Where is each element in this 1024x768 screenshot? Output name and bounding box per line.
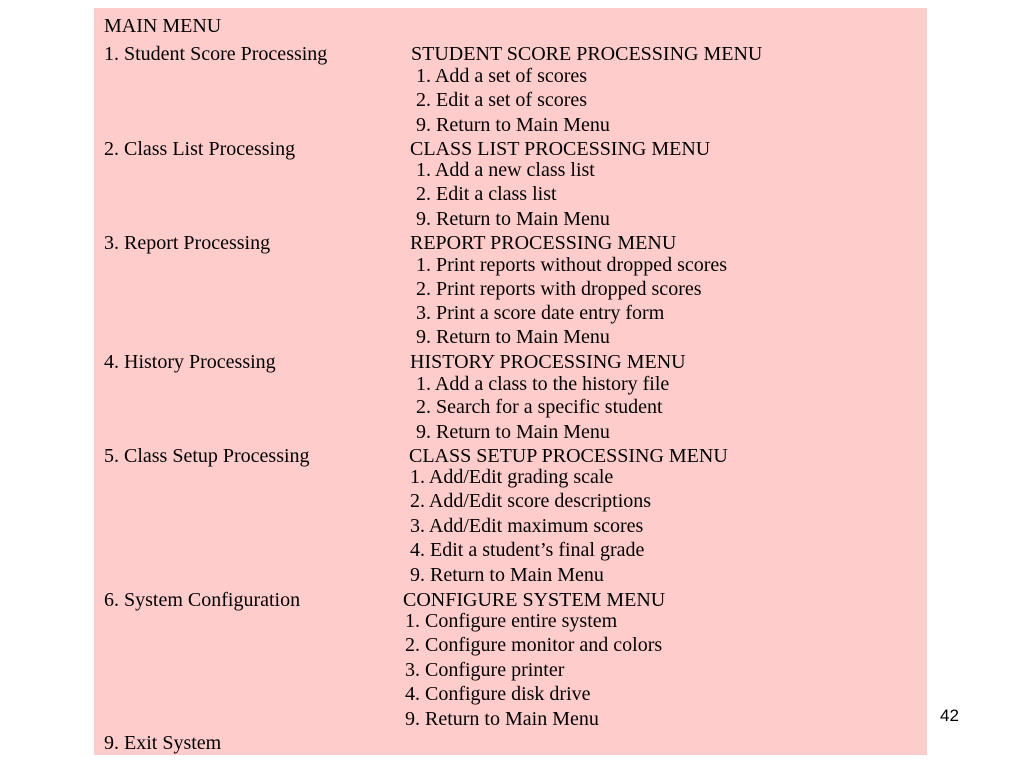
submenu-class-setup-option: 1. Add/Edit grading scale xyxy=(410,466,614,488)
page-number: 42 xyxy=(940,706,959,725)
submenu-student-score-title: STUDENT SCORE PROCESSING MENU xyxy=(411,43,763,65)
submenu-class-list-title: CLASS LIST PROCESSING MENU xyxy=(410,138,711,160)
submenu-class-setup-option: 2. Add/Edit score descriptions xyxy=(410,490,652,512)
main-menu-item-6: 6. System Configuration xyxy=(104,589,301,611)
submenu-configure-system-option: 1. Configure entire system xyxy=(405,610,618,632)
submenu-class-list-option: 1. Add a new class list xyxy=(416,159,595,181)
submenu-configure-system-option: 4. Configure disk drive xyxy=(405,683,591,705)
submenu-configure-system-option: 9. Return to Main Menu xyxy=(405,708,599,730)
submenu-class-setup-option: 9. Return to Main Menu xyxy=(410,564,604,586)
submenu-class-list-option: 9. Return to Main Menu xyxy=(416,208,610,230)
main-menu-item-5: 5. Class Setup Processing xyxy=(104,445,310,467)
submenu-configure-system-option: 3. Configure printer xyxy=(405,659,565,681)
submenu-history-title: HISTORY PROCESSING MENU xyxy=(410,351,686,373)
main-menu-item-2: 2. Class List Processing xyxy=(104,138,296,160)
submenu-report-option: 2. Print reports with dropped scores xyxy=(416,278,702,300)
submenu-history-option: 1. Add a class to the history file xyxy=(416,373,670,395)
main-menu-item-1: 1. Student Score Processing xyxy=(104,43,328,65)
submenu-class-setup-option: 3. Add/Edit maximum scores xyxy=(410,515,644,537)
submenu-student-score-option: 1. Add a set of scores xyxy=(416,65,588,87)
submenu-report-title: REPORT PROCESSING MENU xyxy=(410,232,677,254)
submenu-student-score-option: 9. Return to Main Menu xyxy=(416,114,610,136)
submenu-report-option: 3. Print a score date entry form xyxy=(416,302,665,324)
main-menu-item-9: 9. Exit System xyxy=(104,732,222,754)
menu-panel xyxy=(94,8,927,755)
submenu-class-setup-option: 4. Edit a student’s final grade xyxy=(410,539,645,561)
submenu-report-option: 9. Return to Main Menu xyxy=(416,326,610,348)
submenu-report-option: 1. Print reports without dropped scores xyxy=(416,254,728,276)
submenu-history-option: 9. Return to Main Menu xyxy=(416,421,610,443)
submenu-student-score-option: 2. Edit a set of scores xyxy=(416,89,588,111)
submenu-class-setup-title: CLASS SETUP PROCESSING MENU xyxy=(409,445,728,467)
submenu-configure-system-title: CONFIGURE SYSTEM MENU xyxy=(403,589,666,611)
main-menu-item-4: 4. History Processing xyxy=(104,351,276,373)
submenu-class-list-option: 2. Edit a class list xyxy=(416,183,557,205)
main-menu-title: MAIN MENU xyxy=(104,15,222,37)
submenu-configure-system-option: 2. Configure monitor and colors xyxy=(405,634,663,656)
main-menu-item-3: 3. Report Processing xyxy=(104,232,271,254)
submenu-history-option: 2. Search for a specific student xyxy=(416,396,663,418)
